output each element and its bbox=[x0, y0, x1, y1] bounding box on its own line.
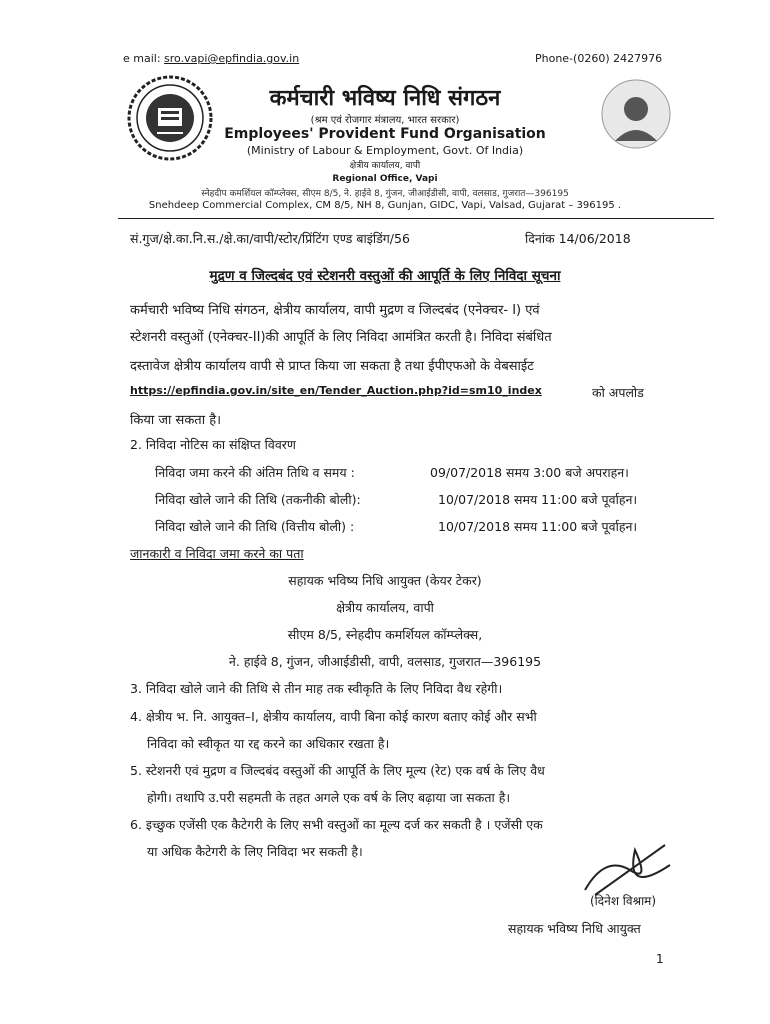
email-link[interactable]: sro.vapi@epfindia.gov.in bbox=[164, 52, 300, 65]
office-english: Regional Office, Vapi bbox=[332, 174, 438, 184]
financial-bid-label: निविदा खोले जाने की तिथि (वित्तीय बोली) : bbox=[155, 519, 355, 534]
portrait-seal-icon bbox=[601, 79, 671, 149]
ministry-hindi: (श्रम एवं रोजगार मंत्रालय, भारत सरकार) bbox=[310, 115, 460, 126]
page-number: 1 bbox=[656, 952, 664, 966]
point-4-line2: निविदा को स्वीकृत या रद्द करने का अधिकार रखता है। bbox=[147, 736, 390, 751]
address-english: Snehdeep Commercial Complex, CM 8/5, NH 8, Gunjan, GIDC, Vapi, Valsad, Gujarat – 396195 . bbox=[148, 200, 622, 211]
financial-bid-value: 10/07/2018 समय 11:00 बजे पूर्वाहन। bbox=[438, 519, 638, 534]
point-3: 3. निविदा खोले जाने की तिथि से तीन माह तक स्वीकृति के लिए निविदा वैध रहेगी। bbox=[130, 681, 503, 696]
submission-address-line2: क्षेत्रीय कार्यालय, वापी bbox=[336, 600, 434, 615]
signatory-designation: सहायक भविष्य निधि आयुक्त bbox=[508, 921, 641, 936]
para1-line2: स्टेशनरी वस्तुओं (एनेक्चर-II)की आपूर्ति के लिए निविदा आमंत्रित करती है। निविदा संबंधित bbox=[130, 330, 552, 345]
point-5-line1: 5. स्टेशनरी एवं मुद्रण व जिल्दबंद वस्तुओं की आपूर्ति के लिए मूल्य (रेट) एक वर्ष के लिए वैध bbox=[130, 763, 545, 778]
email-line bbox=[123, 52, 299, 65]
signatory-name: (दिनेश विश्राम) bbox=[590, 894, 657, 908]
para1-line5: किया जा सकता है। bbox=[130, 413, 222, 428]
office-hindi: क्षेत्रीय कार्यालय, वापी bbox=[349, 161, 421, 171]
org-english-title: Employees' Provident Fund Organisation bbox=[224, 126, 546, 142]
reference-number: सं.गुज/क्षे.का.नि.स./क्षे.का/वापी/स्टोर/प्रिंटिंग एण्ड बाइंडिंग/56 bbox=[130, 231, 410, 246]
para1-line1: कर्मचारी भविष्य निधि संगठन, क्षेत्रीय कार्यालय, वापी मुद्रण व जिल्दबंद (एनेक्चर- I) एवं bbox=[130, 303, 540, 318]
deadline-label: निविदा जमा करने की अंतिम तिथि व समय : bbox=[155, 465, 355, 480]
address-hindi: स्नेहदीप कमर्शियल कॉम्प्लेक्स, सीएम 8/5, ने. हाईवे 8, गुंजन, जीआईडीसी, वापी, वलसाड, गुजरात—396195 bbox=[201, 189, 569, 199]
ministry-english: (Ministry of Labour & Employment, Govt. Of India) bbox=[246, 144, 524, 157]
reference-date: दिनांक 14/06/2018 bbox=[525, 231, 631, 246]
notice-title: मुद्रण व जिल्दबंद एवं स्टेशनरी वस्तुओं की आपूर्ति के लिए निविदा सूचना bbox=[209, 268, 561, 284]
deadline-value: 09/07/2018 समय 3:00 बजे अपराहन। bbox=[430, 465, 629, 480]
point-4-line1: 4. क्षेत्रीय भ. नि. आयुक्त–I, क्षेत्रीय कार्यालय, वापी बिना कोई कारण बताए कोई और सभी bbox=[130, 709, 537, 724]
website-link[interactable]: https://epfindia.gov.in/site_en/Tender_Auction.php?id=sm10_index bbox=[130, 384, 542, 397]
technical-bid-label: निविदा खोले जाने की तिथि (तकनीकी बोली): bbox=[155, 492, 361, 507]
submission-address-line4: ने. हाईवे 8, गुंजन, जीआईडीसी, वापी, वलसाड, गुजरात—396195 bbox=[228, 654, 542, 669]
org-hindi-title: कर्मचारी भविष्य निधि संगठन bbox=[269, 86, 501, 111]
para1-upload-text: को अपलोड bbox=[592, 385, 644, 400]
submission-address-line3: सीएम 8/5, स्नेहदीप कमर्शियल कॉम्प्लेक्स, bbox=[287, 627, 483, 642]
point-6-line2: या अधिक कैटेगरी के लिए निविदा भर सकती है। bbox=[147, 844, 363, 859]
point-6-line1: 6. इच्छुक एजेंसी एक कैटेगरी के लिए सभी वस्तुओं का मूल्य दर्ज कर सकती है । एजेंसी एक bbox=[130, 817, 543, 832]
phone-number: Phone-(0260) 2427976 bbox=[535, 52, 663, 65]
technical-bid-value: 10/07/2018 समय 11:00 बजे पूर्वाहन। bbox=[438, 492, 638, 507]
point-5-line2: होगी। तथापि उ.परी सहमती के तहत अगले एक वर्ष के लिए बढ़ाया जा सकता है। bbox=[147, 790, 511, 805]
submission-heading: जानकारी व निविदा जमा करने का पता bbox=[130, 546, 304, 561]
para1-line3: दस्तावेज क्षेत्रीय कार्यालय वापी से प्राप्त किया जा सकता है तथा ईपीएफओ के वेबसाईट bbox=[130, 359, 534, 374]
header-divider bbox=[118, 218, 714, 219]
submission-address-line1: सहायक भविष्य निधि आयुक्त (केयर टेकर) bbox=[288, 573, 482, 588]
email-label: e mail: bbox=[123, 52, 161, 65]
section2-heading: 2. निविदा नोटिस का संक्षिप्त विवरण bbox=[130, 437, 296, 452]
